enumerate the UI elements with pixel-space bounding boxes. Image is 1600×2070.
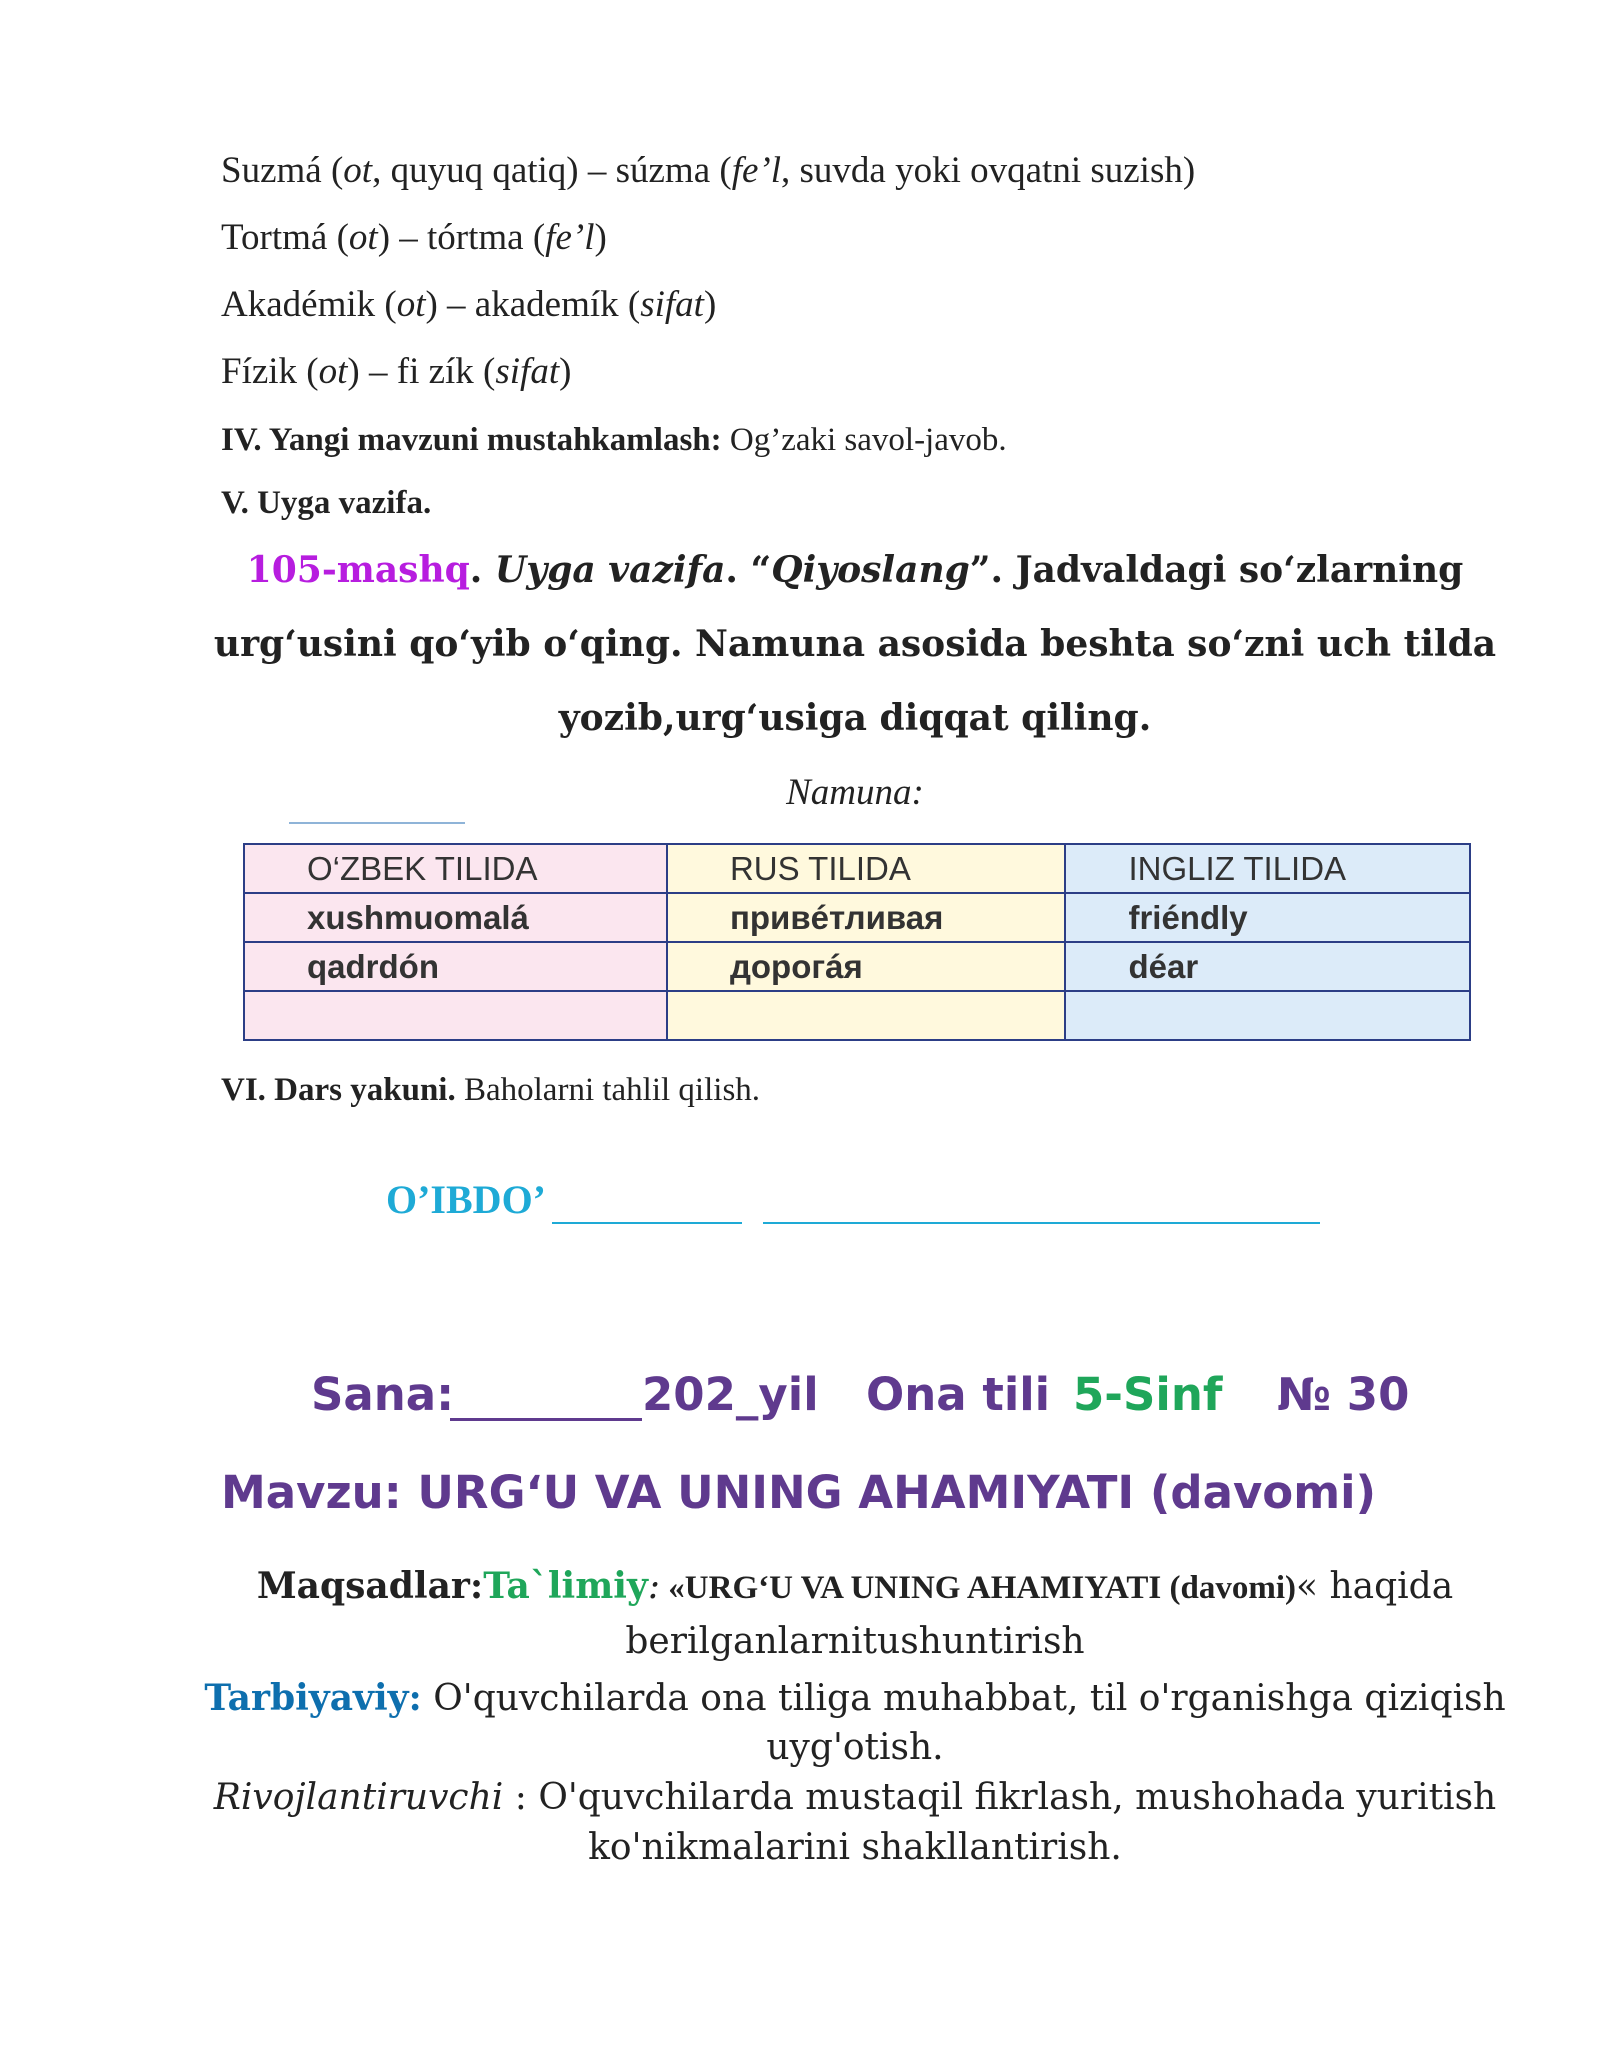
goals-upbringing-2: uyg'otish. [766,1727,944,1768]
table-cell: привéтливая [667,893,1066,942]
goals-line-2: berilganlarnitushuntirish [625,1621,1085,1662]
date-label: Sana: [311,1368,455,1421]
table-row [244,893,1470,942]
table-cell: дорогáя [667,942,1066,991]
table-cell: déar [1065,942,1470,991]
table-cell: friéndly [1065,893,1470,942]
example-line-fizik: Fízik (ot) – fi zík (sifat) [221,351,572,392]
table-cell: xushmuomalá [244,893,667,942]
section-summary: VI. Dars yakuni. Baholarni tahlil qilish. [221,1072,761,1108]
header-uzbek: O‘ZBEK TILIDA [244,844,667,893]
exercise-line-2: urg‘usini qo‘yib o‘qing. Namuna asosida beshta so‘zni uch tilda [213,623,1497,665]
sample-label: Namuna: [786,772,924,813]
table-cell [1065,991,1470,1040]
sample-underline [289,822,465,824]
table-cell: qadrdón [244,942,667,991]
section-homework: V. Uyga vazifa. [221,485,432,521]
header-russian: RUS TILIDA [667,844,1066,893]
year-text: 202_yil [642,1368,819,1421]
example-line-tortma: Tortmá (ot) – tórtma (fe’l) [221,217,607,258]
word-table [243,843,1471,1041]
lesson-number: № 30 [1277,1368,1410,1421]
goals-line-1: Maqsadlar:Ta`limiy: «URG‘U VA UNING AHAMIYATI (davomi)« haqida [256,1565,1454,1607]
goals-upbringing: Tarbiyaviy: O'quvchilarda ona tiliga muhabbat, til o'rganishga qiziqish [204,1677,1506,1719]
signature-label: O’IBDO’ [386,1177,546,1222]
header-english: INGLIZ TILIDA [1065,844,1470,893]
date-blank-line [450,1418,642,1421]
table-cell [667,991,1066,1040]
section-reinforcement: IV. Yangi mavzuni mustahkamlash: Og’zaki savol-javob. [221,422,1007,458]
table-cell [244,991,667,1040]
goals-developing: Rivojlantiruvchi : O'quvchilarda mustaqil fikrlash, mushohada yuritish [213,1777,1497,1818]
exercise-line-1: 105-mashq. Uyga vazifa. “Qiyoslang”. Jadvaldagi so‘zlarning [246,549,1464,591]
table-header-row [244,844,1470,893]
table-row [244,991,1470,1040]
signature-line-long [763,1222,1320,1224]
example-line-akademik: Akadémik (ot) – akademík (sifat) [221,284,717,325]
grade-text: 5-Sinf [1073,1368,1223,1421]
subject-text: Ona tili [866,1368,1051,1421]
topic-line: Mavzu: URG‘U VA UNING AHAMIYATI (davomi) [221,1466,1377,1519]
goals-developing-2: ko'nikmalarini shakllantirish. [588,1827,1122,1868]
signature-line-short [552,1222,742,1224]
exercise-line-3: yozib,urg‘usiga diqqat qiling. [558,697,1152,739]
example-line-suzma: Suzmá (ot, quyuq qatiq) – súzma (fe’l, suvda yoki ovqatni suzish) [221,150,1196,191]
table-row [244,942,1470,991]
